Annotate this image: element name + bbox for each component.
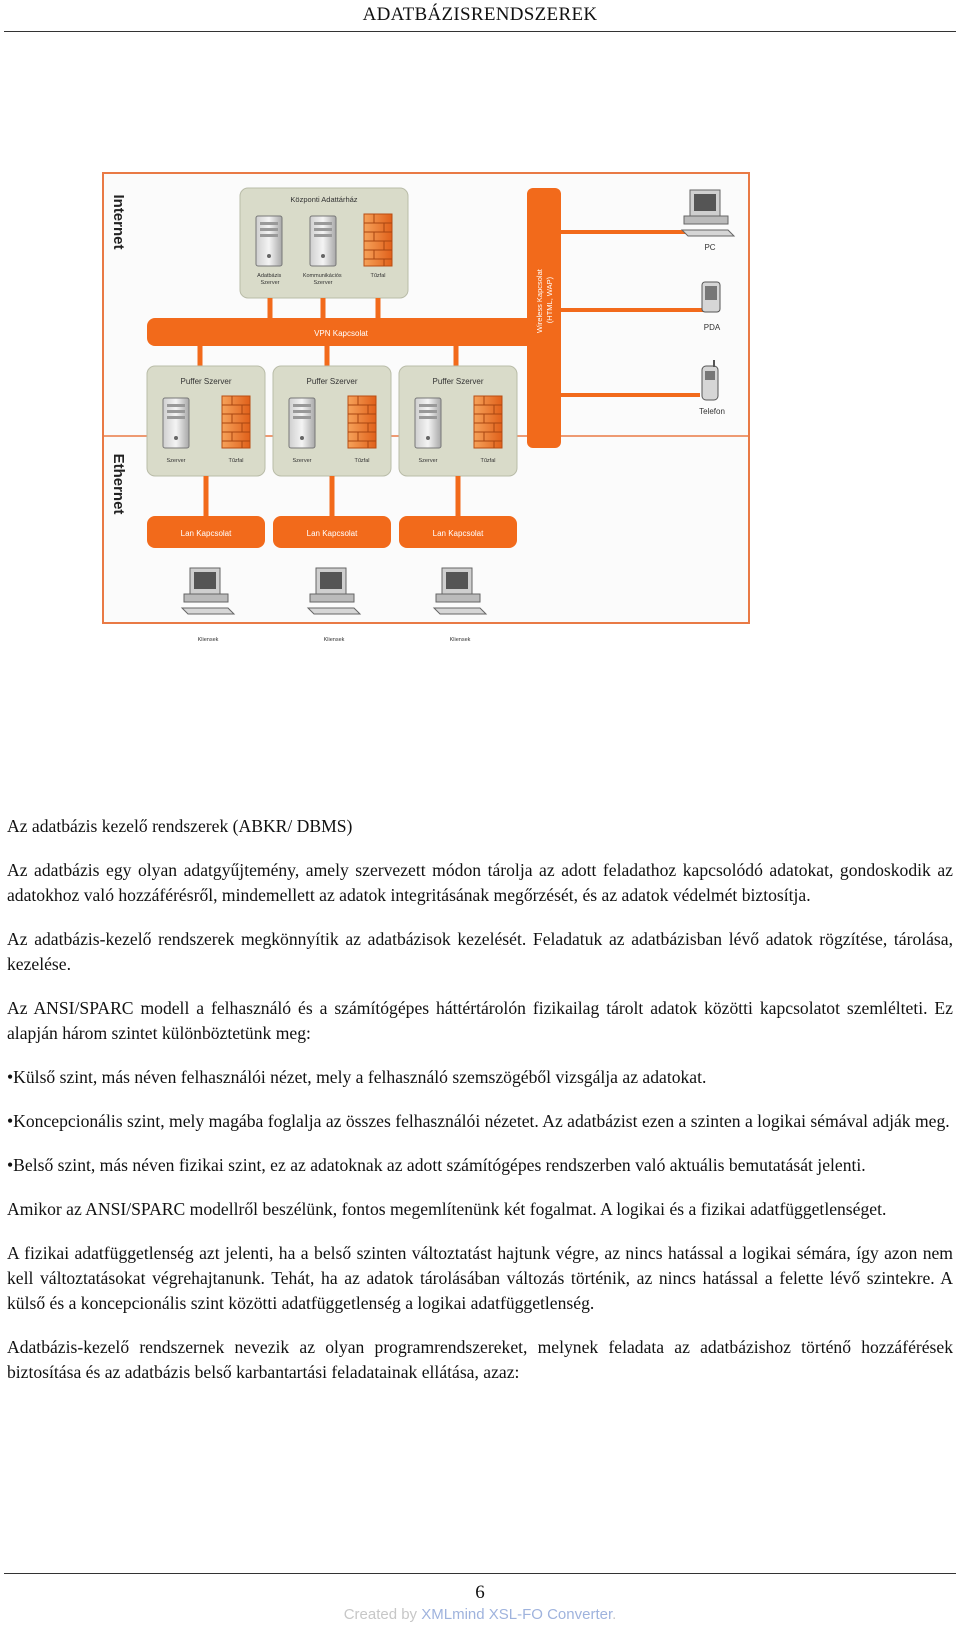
paragraph-3: Az ANSI/SPARC modell a felhasználó és a számítógépes háttértárolón fizikailag tárolt adatok közötti kapcsolatot szemlélteti. Ez alapján három szintet különböztetünk meg: [7, 998, 953, 1043]
buffer-title-2: Puffer Szerver [306, 377, 358, 386]
client-label-1: Kliensek [197, 637, 219, 643]
client-label-3: Kliensek [449, 637, 471, 643]
section-heading: Az adatbázis kezelő rendszerek (ABKR/ DBMS) [7, 816, 353, 836]
credit-suffix: . [612, 1606, 617, 1623]
vpn-label: VPN Kapcsolat [314, 329, 368, 338]
bullet-mark: • [7, 1111, 14, 1131]
comm-server-label-2: Szerver [313, 280, 333, 286]
page-header-title: ADATBÁZISRENDSZEREK [362, 4, 598, 25]
lan-bar-2 [273, 516, 391, 548]
lan-label-1: Lan Kapcsolat [180, 529, 232, 538]
paragraph-4: Amikor az ANSI/SPARC modellről beszélünk, fontos megemlítenünk két fogalmat. A logikai és a fizikai adatfüggetlenséget. [7, 1199, 887, 1219]
ethernet-zone-label: Ethernet [110, 453, 128, 515]
db-server-label-1: Adatbázis [257, 273, 282, 279]
central-warehouse-title: Központi Adattárház [290, 195, 358, 204]
pda-icon [702, 282, 720, 312]
buffer-title-3: Puffer Szerver [432, 377, 484, 386]
buffer-firewall-label-2: Tűzfal [354, 458, 370, 464]
vpn-connection-bar [147, 318, 535, 346]
footer-divider [4, 1573, 956, 1574]
buffer-panel-1 [147, 366, 265, 476]
bullet-item-internal [7, 1153, 953, 1178]
lan-bar-1 [147, 516, 265, 548]
bullet-item-external [7, 1065, 953, 1090]
phone-label: Telefon [699, 407, 725, 416]
bullet-text-conceptual: Koncepcionális szint, mely magába foglalja az összes felhasználói nézetet. Az adatbázist ezen a szinten a logikai sémával adják meg. [13, 1111, 950, 1131]
buffer-firewall-label-3: Tűzfal [480, 458, 496, 464]
central-warehouse-panel [240, 188, 408, 298]
comm-server-label-1: Kommunikációs [302, 273, 342, 279]
wireless-label-1: Wireless Kapcsolat [535, 269, 544, 333]
bullet-mark: • [7, 1067, 14, 1087]
svg-text:Adatbázis Szerver [257, 273, 283, 286]
credit-prefix: Created by [343, 1606, 422, 1623]
buffer-server-label-1: Szerver [166, 458, 186, 464]
bullet-text-external: Külső szint, más néven felhasználói nézet, mely a felhasználó szemszögéből vizsgálja az adatokat. [13, 1067, 707, 1087]
lan-label-3: Lan Kapcsolat [432, 529, 484, 538]
paragraph-2: Az adatbázis-kezelő rendszerek megkönnyítik az adatbázisok kezelését. Feladatuk az adatbázisban lévő adatok rögzítése, tárolása, kezelése. [7, 929, 953, 974]
db-server-label-2: Szerver [260, 280, 280, 286]
paragraph-5: A fizikai adatfüggetlenség azt jelenti, ha a belső szinten változtatást hajtunk végre, az nincs hatással a logikai sémára, így azon nem kell változtatásokat végrehajtanunk. Tehát, ha az adatok tárolásában változás történik, az nincs hatással a felette lévő szintekre. A külső és a koncepcionális szint közötti adatfüggetlenség a logikai adatfüggetlenség. [7, 1243, 953, 1313]
bullet-text-internal: Belső szint, más néven fizikai szint, ez az adatoknak az adott számítógépes rendszerben való aktuális bemutatását jelenti. [13, 1155, 866, 1175]
lan-label-2: Lan Kapcsolat [306, 529, 358, 538]
wireless-label-2: (HTML, WAP) [545, 276, 554, 324]
buffer-title-1: Puffer Szerver [180, 377, 232, 386]
page-number: 6 [475, 1582, 485, 1603]
buffer-server-label-2: Szerver [292, 458, 312, 464]
network-architecture-diagram [0, 0, 960, 700]
buffer-panel-2 [273, 366, 391, 476]
bullet-mark: • [7, 1155, 14, 1175]
svg-text:Wireless Kapcsolat (HTML [535, 267, 554, 333]
pda-label: PDA [703, 323, 721, 332]
paragraph-6: Adatbázis-kezelő rendszernek nevezik az olyan programrendszereket, melynek feladata az adatbázishoz történő hozzáférések biztosítása és az adatbázis belső karbantartási feladatainak ellátása, azaz: [7, 1337, 953, 1382]
bullet-item-conceptual [7, 1109, 953, 1134]
buffer-server-label-3: Szerver [418, 458, 438, 464]
converter-credit [0, 1606, 960, 1623]
lan-bar-3 [399, 516, 517, 548]
central-firewall-label: Tűzfal [370, 273, 386, 279]
pc-label: PC [704, 243, 716, 252]
phone-icon [702, 360, 718, 400]
paragraph-1: Az adatbázis egy olyan adatgyűjtemény, amely szervezett módon tárolja az adott feladathoz kapcsolódó adatokat, gondoskodik az adatokhoz való hozzáférésről, mindemellett az adatok integritásának megőrzését, és az adatok védelmét biztosítja. [7, 860, 953, 905]
client-label-2: Kliensek [323, 637, 345, 643]
internet-zone-label: Internet [110, 194, 128, 250]
credit-brand: XMLmind XSL-FO Converter [421, 1606, 613, 1623]
main-content [7, 814, 953, 1404]
buffer-firewall-label-1: Tűzfal [228, 458, 244, 464]
buffer-panel-3 [399, 366, 517, 476]
